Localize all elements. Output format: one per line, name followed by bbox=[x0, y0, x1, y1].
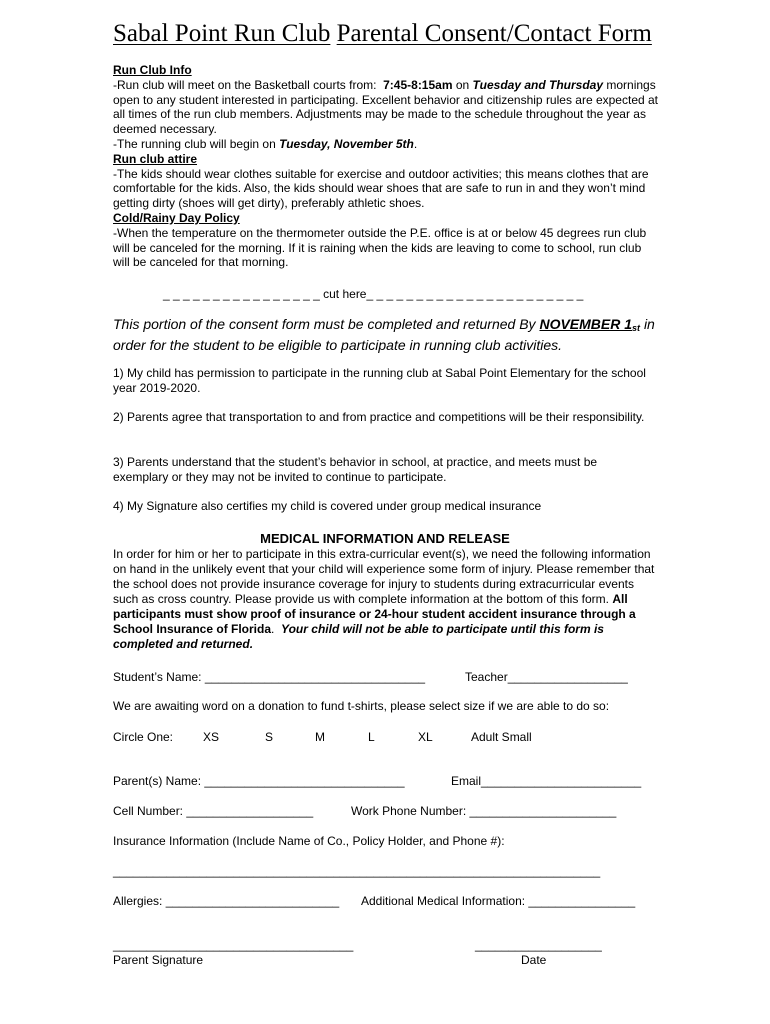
medical-text: In order for him or her to participate in this extra-curricular event(s), we need the following information on hand in the unlikely event that your child will experience some form of injury. Please remember that the school does not provide insurance coverage for injury to students during extracurricular events such as cross country. Please provide us with complete information at the bottom of this form. bbox=[113, 547, 655, 606]
deadline-suffix: st bbox=[632, 323, 641, 333]
title-form-name: Parental Consent/Contact Form bbox=[336, 20, 652, 47]
cut-here-line: _ _ _ _ _ _ _ _ _ _ _ _ _ _ _ _ cut here_ _ _ _ _ _ _ _ _ _ _ _ _ _ _ _ _ _ _ _ _ _ bbox=[163, 287, 584, 301]
teacher-field[interactable]: Teacher__________________ bbox=[465, 670, 628, 684]
consent-instruction bbox=[113, 316, 658, 354]
additional-medical-field[interactable]: Additional Medical Information: ________________ bbox=[361, 894, 636, 908]
start-period: . bbox=[413, 136, 418, 151]
date-label: Date bbox=[521, 953, 547, 967]
consent-item-4: 4) My Signature also certifies my child is covered under group medical insurance bbox=[113, 499, 542, 513]
attire-heading: Run club attire bbox=[113, 151, 198, 166]
meeting-days: Tuesday and Thursday bbox=[472, 77, 604, 92]
allergies-field[interactable]: Allergies: __________________________ bbox=[113, 894, 340, 908]
attire-text: -The kids should wear clothes suitable for exercise and outdoor activities; this means clothes that are comfortable for the kids. Also, the kids should wear shoes that are safe to run in and they won’t mind getting dirty (shoes will get dirty), preferably athletic shoes. bbox=[113, 166, 649, 211]
participation-warning: Your child will not be able to participate until this form is completed and returned. bbox=[113, 622, 604, 651]
meeting-time: 7:45-8:15am bbox=[383, 77, 453, 92]
size-option-xs[interactable]: XS bbox=[203, 730, 220, 744]
form-title bbox=[113, 20, 652, 48]
run-club-info-heading: Run Club Info bbox=[113, 63, 192, 77]
size-option-adult-small[interactable]: Adult Small bbox=[471, 730, 532, 744]
medical-release-text bbox=[113, 547, 661, 652]
title-club-name: Sabal Point Run Club bbox=[113, 20, 331, 47]
info-text: -Run club will meet on the Basketball courts from: bbox=[113, 77, 377, 92]
cell-number-field[interactable]: Cell Number: ___________________ bbox=[113, 804, 314, 818]
consent-item-2: 2) Parents agree that transportation to and from practice and competitions will be their responsibility. bbox=[113, 410, 645, 424]
cold-policy-heading: Cold/Rainy Day Policy bbox=[113, 210, 240, 225]
insurance-field[interactable]: _________________________________________________________________________ bbox=[113, 864, 601, 878]
deadline-text: NOVEMBER 1 bbox=[539, 316, 633, 332]
consent-deadline bbox=[539, 316, 640, 332]
email-field[interactable]: Email________________________ bbox=[451, 774, 642, 788]
parents-name-field[interactable]: Parent(s) Name: ______________________________ bbox=[113, 774, 405, 788]
parent-signature-label: Parent Signature bbox=[113, 953, 204, 967]
cold-policy-text: -When the temperature on the thermometer outside the P.E. office is at or below 45 degrees run club will be canceled for the morning. If it is raining when the kids are leaving to come to school, run club will be canceled for that morning. bbox=[113, 225, 647, 270]
work-phone-field[interactable]: Work Phone Number: ______________________ bbox=[351, 804, 617, 818]
date-line[interactable]: ___________________ bbox=[475, 938, 602, 952]
run-club-info-section bbox=[113, 63, 658, 270]
student-name-field[interactable]: Student’s Name: _________________________________ bbox=[113, 670, 426, 684]
start-date-line bbox=[113, 137, 658, 152]
size-option-m[interactable]: M bbox=[315, 730, 325, 744]
insurance-requirement: All participants must show proof of insurance or 24-hour student accident insurance through a School Insurance of Florida bbox=[113, 592, 636, 636]
consent-item-3: 3) Parents understand that the student’s behavior in school, at practice, and meets must be exemplary or they may not be invited to continue to participate. bbox=[113, 455, 598, 484]
size-option-s[interactable]: S bbox=[265, 730, 274, 744]
size-option-xl[interactable]: XL bbox=[418, 730, 433, 744]
consent-text: This portion of the consent form must be completed and returned By bbox=[113, 316, 536, 332]
circle-one-label: Circle One: bbox=[113, 730, 174, 744]
tshirt-note: We are awaiting word on a donation to fund t-shirts, please select size if we are able to do so: bbox=[113, 699, 610, 713]
medical-heading: MEDICAL INFORMATION AND RELEASE bbox=[260, 531, 510, 546]
info-text-continued: mornings open to any student interested in participating. Excellent behavior and citizenship rules are expected at all times of the run club members. Adjustments may be made to the schedule throughout the year as deemed necessary. bbox=[113, 77, 659, 137]
signature-line[interactable]: ____________________________________ bbox=[113, 938, 354, 952]
run-club-info-paragraph bbox=[113, 78, 658, 137]
size-option-l[interactable]: L bbox=[368, 730, 375, 744]
start-date: Tuesday, November 5th bbox=[279, 136, 414, 151]
info-on: on bbox=[455, 77, 470, 92]
insurance-label: Insurance Information (Include Name of Co., Policy Holder, and Phone #): bbox=[113, 834, 505, 848]
consent-text-continued: in order for the student to be eligible to participate in running club activities. bbox=[113, 316, 655, 353]
consent-item-1: 1) My child has permission to participate in the running club at Sabal Point Elementary for the school year 2019-2020. bbox=[113, 366, 646, 395]
medical-dot: . bbox=[271, 622, 275, 636]
start-text: -The running club will begin on bbox=[113, 136, 276, 151]
